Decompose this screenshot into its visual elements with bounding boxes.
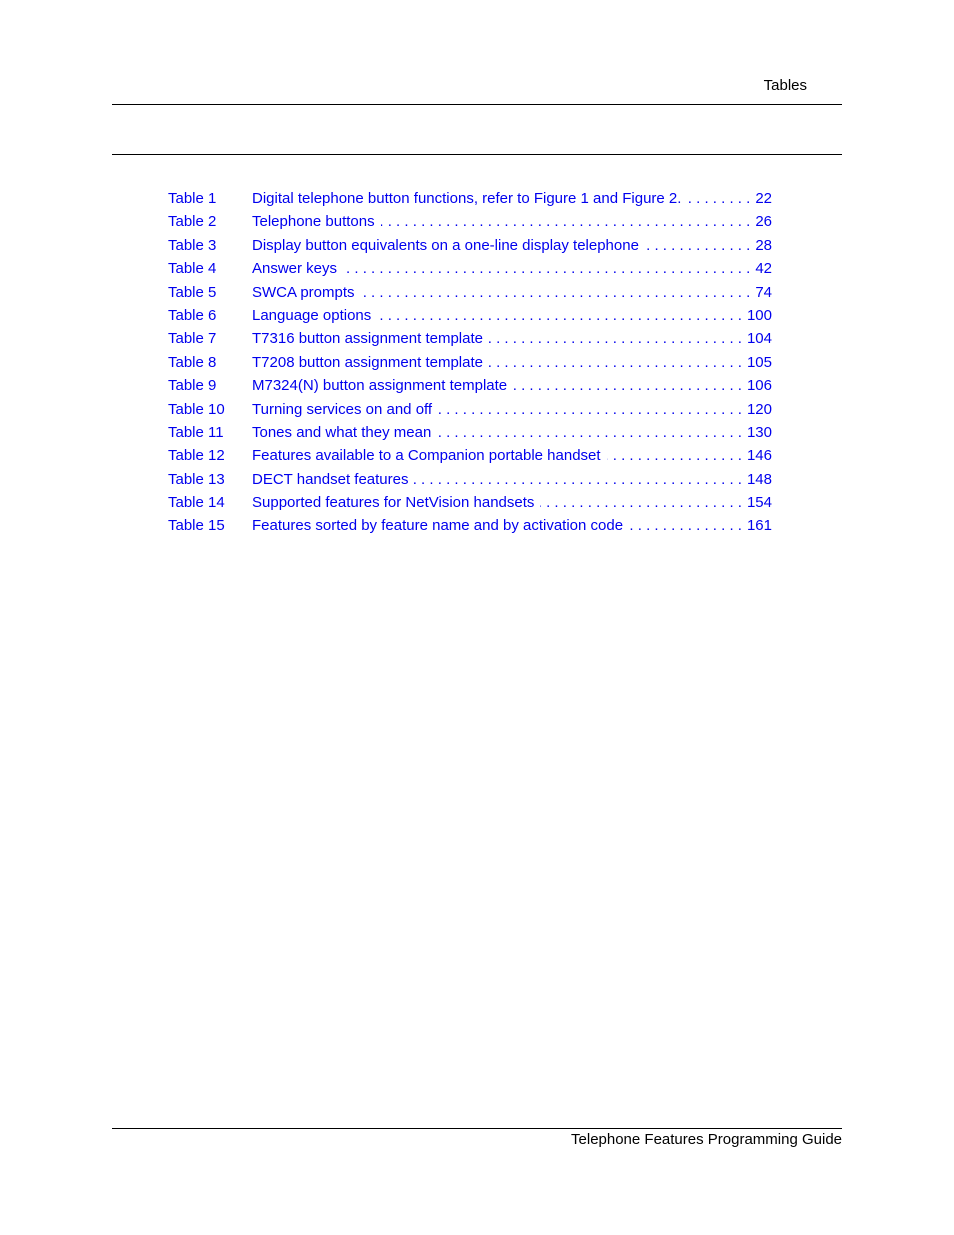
toc-entry-title: Features sorted by feature name and by activation code — [252, 517, 624, 535]
toc-dot-leader — [645, 236, 750, 256]
toc-entry-label: Table 11 — [168, 423, 224, 441]
toc-entry-label: Table 12 — [168, 447, 225, 465]
toc-entry-title: Supported features for NetVision handsets — [252, 494, 535, 512]
toc-dot-leader — [629, 516, 742, 536]
section-rule — [112, 154, 842, 155]
toc-entry-page: 146 — [746, 447, 772, 465]
toc-entry-label: Table 9 — [168, 377, 217, 395]
toc-entry-title: DECT handset features — [252, 470, 409, 488]
toc-entry-label: Table 14 — [168, 494, 225, 512]
toc-entry-table-15[interactable] — [168, 516, 772, 539]
toc-entry-title: Features available to a Companion portable handset — [252, 447, 601, 465]
toc-entry-label: Table 13 — [168, 470, 225, 488]
toc-entry-title: Display button equivalents on a one-line display telephone — [252, 236, 639, 254]
toc-entry-page: 104 — [746, 330, 772, 348]
toc-entry-title: Telephone buttons — [252, 213, 375, 231]
toc-dot-leader — [414, 470, 741, 490]
toc-entry-table-3[interactable] — [168, 236, 772, 259]
toc-entry-page: 26 — [755, 213, 772, 231]
toc-entry-label: Table 3 — [168, 236, 217, 254]
footer-rule — [112, 1128, 842, 1129]
toc-entry-page: 130 — [746, 423, 772, 441]
toc-dot-leader — [513, 376, 742, 396]
toc-entry-table-1[interactable] — [168, 189, 772, 212]
toc-dot-leader — [489, 329, 742, 349]
list-of-tables — [168, 189, 772, 540]
toc-entry-table-13[interactable] — [168, 470, 772, 493]
toc-entry-table-7[interactable] — [168, 329, 772, 352]
toc-dot-leader — [361, 283, 751, 303]
toc-entry-page: 154 — [746, 494, 772, 512]
toc-dot-leader — [438, 400, 742, 420]
header-rule — [112, 104, 842, 105]
toc-entry-table-4[interactable] — [168, 259, 772, 282]
toc-entry-label: Table 15 — [168, 517, 225, 535]
toc-entry-label: Table 2 — [168, 213, 217, 231]
toc-dot-leader — [381, 212, 751, 232]
footer-document-title: Telephone Features Programming Guide — [571, 1131, 842, 1148]
toc-dot-leader — [437, 423, 742, 443]
toc-entry-title: Digital telephone button functions, refer to Figure 1 and Figure 2. — [252, 190, 682, 207]
toc-entry-label: Table 1 — [168, 190, 217, 207]
toc-entry-page: 120 — [746, 400, 772, 418]
toc-entry-page: 42 — [755, 260, 772, 278]
toc-entry-page: 105 — [746, 353, 772, 371]
toc-entry-label: Table 6 — [168, 306, 217, 324]
toc-entry-table-12[interactable] — [168, 446, 772, 469]
toc-entry-title: T7316 button assignment template — [252, 330, 483, 348]
toc-entry-label: Table 7 — [168, 330, 217, 348]
header-section-title: Tables — [763, 77, 807, 94]
toc-entry-title: Language options — [252, 306, 372, 324]
toc-dot-leader — [377, 306, 742, 326]
toc-entry-page: 106 — [746, 377, 772, 395]
toc-dot-leader — [540, 493, 742, 513]
toc-entry-title: Turning services on and off — [252, 400, 433, 418]
toc-dot-leader — [687, 189, 750, 209]
toc-entry-table-14[interactable] — [168, 493, 772, 516]
toc-entry-table-5[interactable] — [168, 283, 772, 306]
toc-entry-page: 28 — [755, 236, 772, 254]
toc-entry-page: 161 — [746, 517, 772, 535]
toc-entry-label: Table 5 — [168, 283, 217, 301]
toc-entry-table-8[interactable] — [168, 353, 772, 376]
toc-entry-page: 100 — [746, 306, 772, 324]
toc-entry-table-11[interactable] — [168, 423, 772, 446]
toc-dot-leader — [489, 353, 742, 373]
toc-entry-label: Table 4 — [168, 260, 217, 278]
toc-entry-page: 148 — [746, 470, 772, 488]
toc-entry-title: Answer keys — [252, 260, 338, 278]
toc-entry-title: M7324(N) button assignment template — [252, 377, 508, 395]
toc-entry-page: 22 — [755, 190, 772, 207]
toc-entry-label: Table 8 — [168, 353, 217, 371]
toc-entry-page: 74 — [755, 283, 772, 301]
toc-entry-label: Table 10 — [168, 400, 225, 418]
toc-dot-leader — [343, 259, 750, 279]
toc-entry-table-9[interactable] — [168, 376, 772, 399]
toc-entry-table-2[interactable] — [168, 212, 772, 235]
toc-entry-title: Tones and what they mean — [252, 423, 432, 441]
toc-entry-table-10[interactable] — [168, 400, 772, 423]
toc-dot-leader — [607, 446, 742, 466]
toc-entry-title: T7208 button assignment template — [252, 353, 483, 371]
toc-entry-title: SWCA prompts — [252, 283, 355, 301]
toc-entry-table-6[interactable] — [168, 306, 772, 329]
